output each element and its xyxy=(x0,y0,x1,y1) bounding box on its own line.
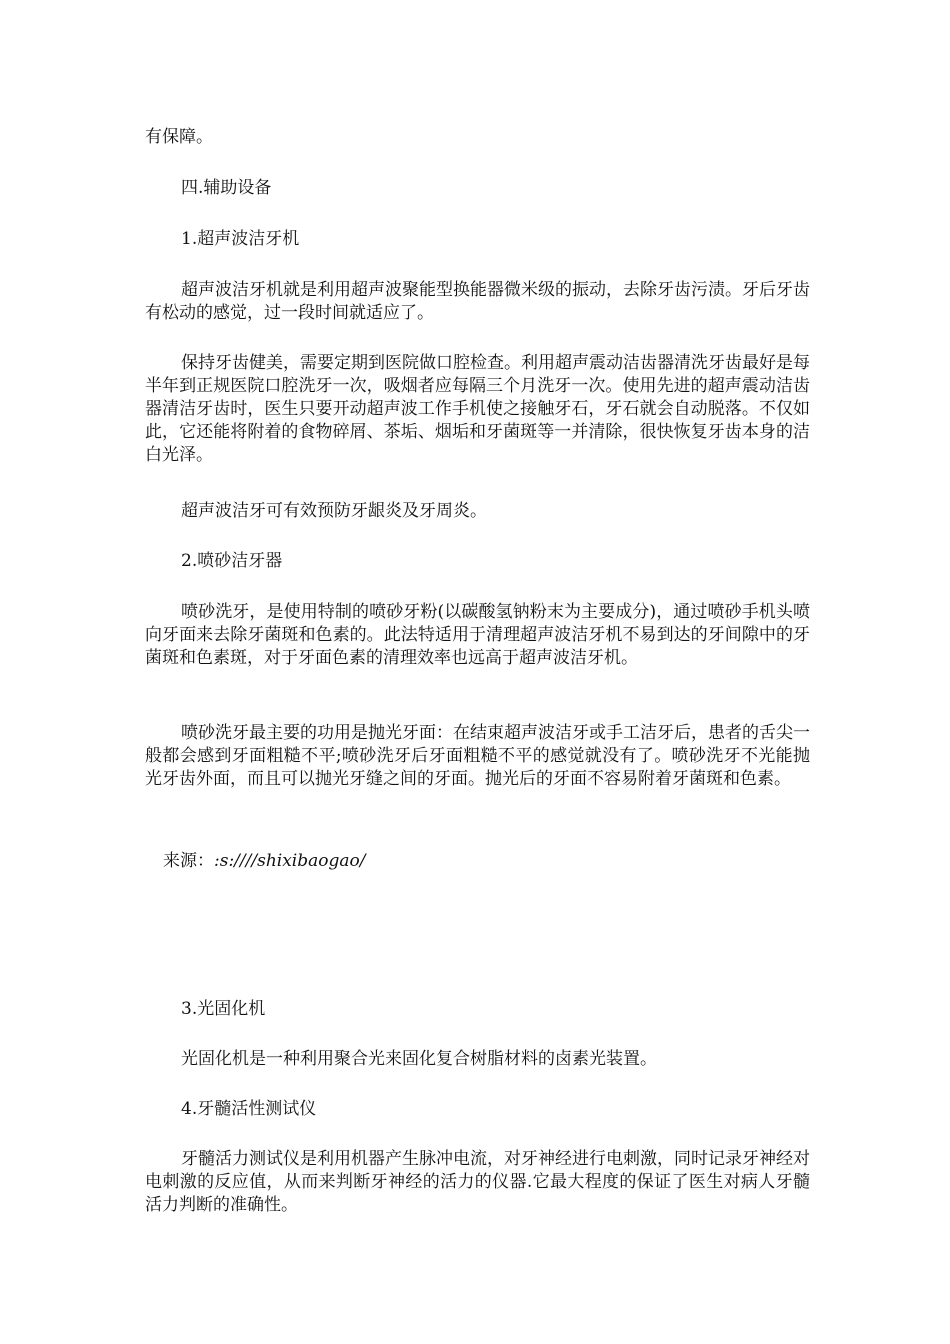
paragraph-ultrasonic-scaler: 超声波洁牙机就是利用超声波聚能型换能器微米级的振动，去除牙齿污渍。牙后牙齿有松动的感觉，过一段时间就适应了。 xyxy=(145,280,810,323)
source-label: 来源： xyxy=(163,851,214,871)
source-line xyxy=(163,850,365,873)
paragraph-dental-checkup: 保持牙齿健美，需要定期到医院做口腔检查。利用超声震动洁齿器清洗牙齿最好是每半年到正规医院口腔洗牙一次，吸烟者应每隔三个月洗牙一次。使用先进的超声震动洁齿器清洁牙齿时，医生只要开动超声波工作手机使之接触牙石，牙石就会自动脱落。不仅如此，它还能将附着的食物碎屑、茶垢、烟垢和牙菌斑等一并清除，很快恢复牙齿本身的洁白光泽。 xyxy=(145,353,810,465)
paragraph-continuation: 有保障。 xyxy=(145,127,213,147)
paragraph-sandblast-description: 喷砂洗牙，是使用特制的喷砂牙粉(以碳酸氢钠粉末为主要成分)，通过喷砂手机头喷向牙面来去除牙菌斑和色素的。此法特适用于清理超声波洁牙机不易到达的牙间隙中的牙菌斑和色素斑，对于牙面色素的清理效率也远高于超声波洁牙机。 xyxy=(145,602,810,668)
subheading-light-curing-unit: 3.光固化机 xyxy=(181,999,266,1019)
subheading-pulp-vitality-tester: 4.牙髓活性测试仪 xyxy=(181,1099,317,1119)
paragraph-sandblast-polishing: 喷砂洗牙最主要的功用是抛光牙面：在结束超声波洁牙或手工洁牙后，患者的舌尖一般都会感到牙面粗糙不平;喷砂洗牙后牙面粗糙不平的感觉就没有了。喷砂洗牙不光能抛光牙齿外面，而且可以抛光牙缝之间的牙面。抛光后的牙面不容易附着牙菌斑和色素。 xyxy=(145,723,810,789)
section-heading-auxiliary-equipment: 四.辅助设备 xyxy=(181,178,272,198)
subheading-sandblast-cleaner: 2.喷砂洁牙器 xyxy=(181,551,283,571)
subheading-ultrasonic-scaler: 1.超声波洁牙机 xyxy=(181,229,300,249)
source-url: :s:////shixibaogao/ xyxy=(214,851,366,871)
paragraph-pulp-vitality-tester: 牙髓活力测试仪是利用机器产生脉冲电流，对牙神经进行电刺激，同时记录牙神经对电刺激的反应值，从而来判断牙神经的活力的仪器.它最大程度的保证了医生对病人牙髓活力判断的准确性。 xyxy=(145,1149,810,1215)
paragraph-ultrasonic-benefit: 超声波洁牙可有效预防牙龈炎及牙周炎。 xyxy=(181,501,487,521)
paragraph-light-curing-unit: 光固化机是一种利用聚合光来固化复合树脂材料的卤素光装置。 xyxy=(181,1049,657,1069)
